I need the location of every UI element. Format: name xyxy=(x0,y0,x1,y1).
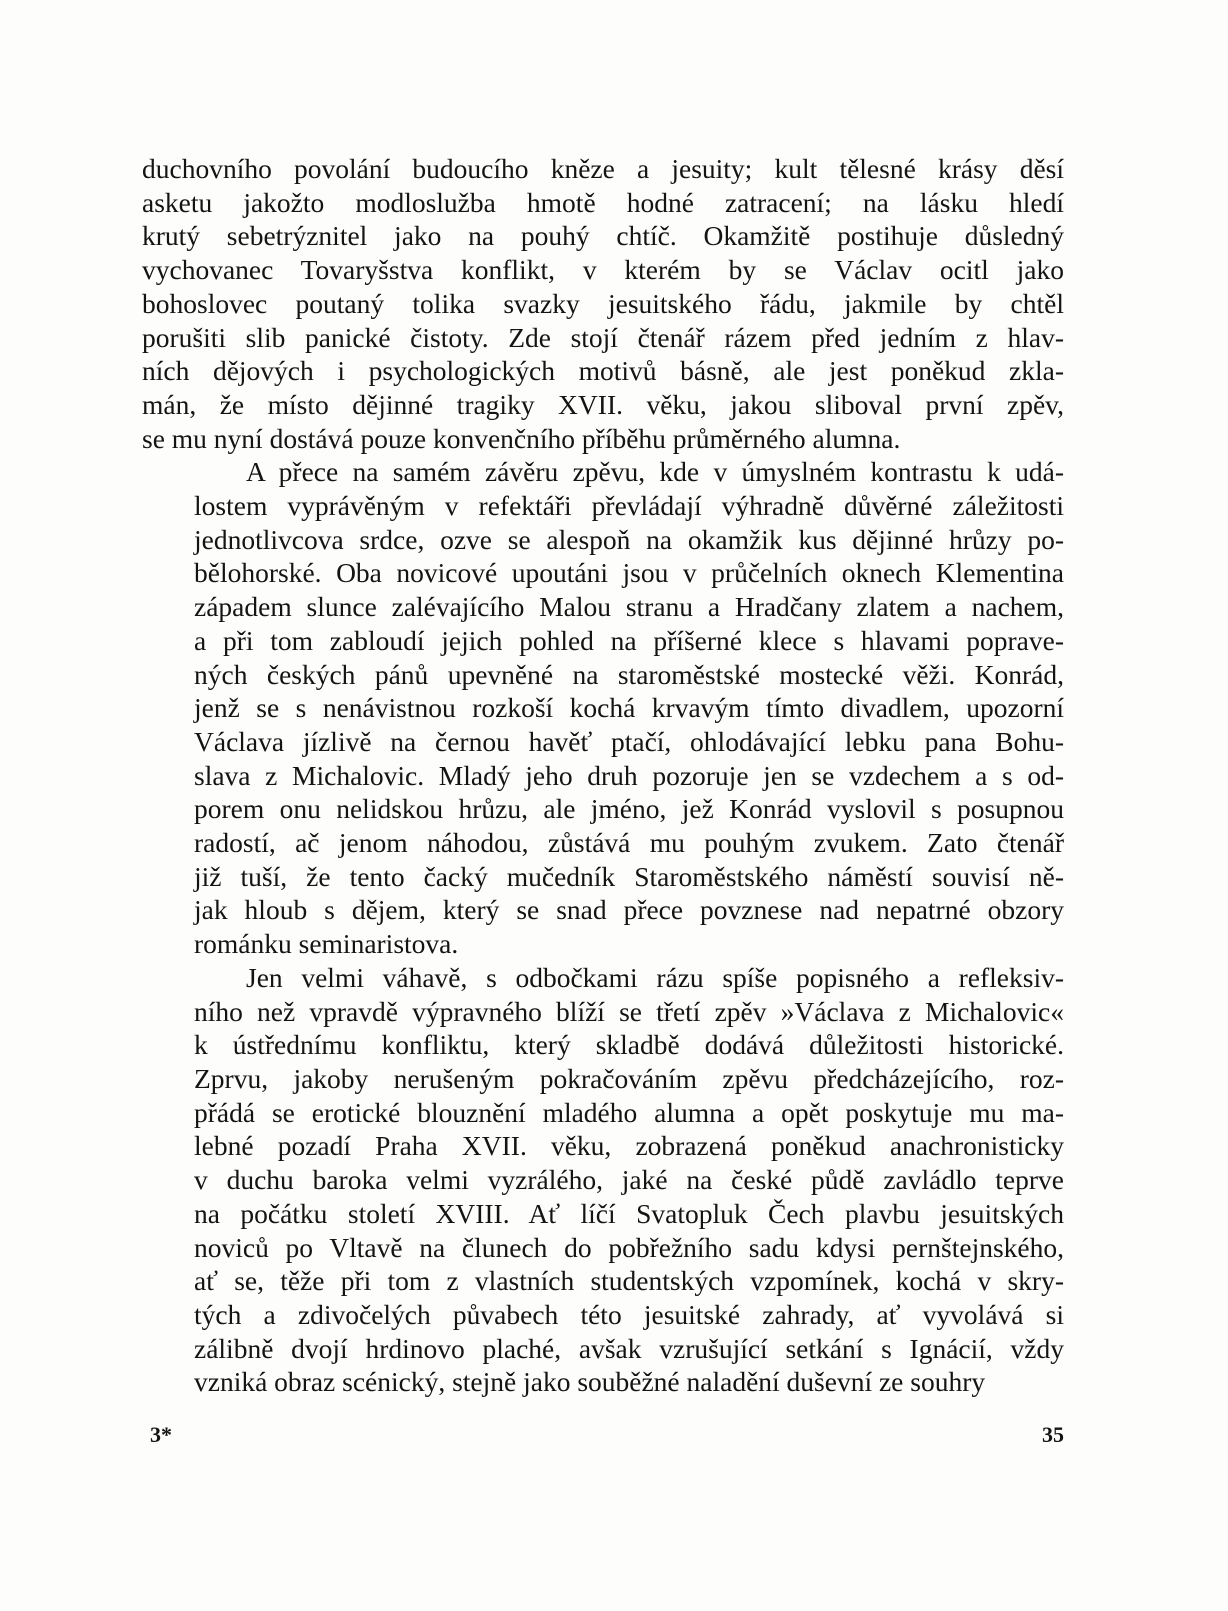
text-line: vzniká obraz scénický, stejně jako souběžné naladění duševní ze souhry xyxy=(194,1366,986,1398)
text-line: a při tom zabloudí jejich pohled na příšerné klece s hlavami poprave- xyxy=(194,624,1064,656)
paragraph xyxy=(142,455,1064,961)
text-line: radostí, ač jenom náhodou, zůstává mu pouhým zvukem. Zato čtenář xyxy=(194,827,1064,859)
text-line: k ústřednímu konfliktu, který skladbě dodává důležitosti historické. xyxy=(194,1029,1064,1061)
paragraph xyxy=(142,152,1064,455)
text-line: jak hloub s dějem, který se snad přece povznese nad nepatrné obzory xyxy=(194,894,1064,926)
text-line: západem slunce zalévajícího Malou stranu a Hradčany zlatem a nachem, xyxy=(194,591,1064,623)
page-footer xyxy=(142,1422,1064,1452)
text-line: ať se, těže při tom z vlastních studentských vzpomínek, kochá v skry- xyxy=(194,1265,1064,1297)
text-line: tých a zdivočelých půvabech této jesuitské zahrady, ať vyvolává si xyxy=(194,1298,1064,1330)
paragraph xyxy=(142,961,1064,1399)
text-line: v duchu baroka velmi vyzrálého, jaké na české půdě zavládlo teprve xyxy=(194,1164,1064,1196)
text-line: ních dějových i psychologických motivů básně, ale jest poněkud zkla- xyxy=(142,355,1064,387)
text-line: lebné pozadí Praha XVII. věku, zobrazená poněkud anachronisticky xyxy=(194,1130,1064,1162)
text-line: Václava jízlivě na černou havěť ptačí, ohlodávající lebku pana Bohu- xyxy=(194,725,1064,757)
text-line: bělohorské. Oba novicové upoutáni jsou v průčelních oknech Klementina xyxy=(194,557,1064,589)
text-line: ního než vpravdě výpravného blíží se třetí zpěv »Václava z Michalovic« xyxy=(194,995,1064,1027)
text-line: románku seminaristova. xyxy=(194,928,459,960)
page-number: 35 xyxy=(1042,1422,1064,1447)
text-line: A přece na samém závěru zpěvu, kde v úmyslném kontrastu k udá- xyxy=(246,456,1064,488)
text-line: zálibně dvojí hrdinovo plaché, avšak vzrušující setkání s Ignácií, vždy xyxy=(194,1332,1064,1364)
text-line: přádá se erotické blouznění mladého alumna a opět poskytuje mu ma- xyxy=(194,1096,1064,1128)
body-text xyxy=(142,152,1064,1399)
text-line: lostem vyprávěným v refektáři převládají výhradně důvěrné záležitosti xyxy=(194,490,1064,522)
text-line: na počátku století XVIII. Ať líčí Svatopluk Čech plavbu jesuitských xyxy=(194,1197,1064,1229)
text-line: asketu jakožto modloslužba hmotě hodné zatracení; na lásku hledí xyxy=(142,186,1064,218)
text-line: ných českých pánů upevněné na staroměstské mostecké věži. Konrád, xyxy=(194,658,1064,690)
text-line: Jen velmi váhavě, s odbočkami rázu spíše popisného a refleksiv- xyxy=(246,961,1064,993)
text-line: Zprvu, jakoby nerušeným pokračováním zpěvu předcházejícího, roz- xyxy=(194,1062,1064,1094)
text-line: se mu nyní dostává pouze konvenčního příběhu průměrného alumna. xyxy=(142,422,901,454)
text-line: porem onu nelidskou hrůzu, ale jméno, jež Konrád vyslovil s posupnou xyxy=(194,793,1064,825)
text-line: jenž se s nenávistnou rozkoší kochá krvavým tímto divadlem, upozorní xyxy=(194,692,1064,724)
printer-signature-mark: 3* xyxy=(150,1422,172,1447)
text-line: vychovanec Tovaryšstva konflikt, v kterém by se Václav ocitl jako xyxy=(142,254,1064,286)
text-line: již tuší, že tento čacký mučedník Staroměstského náměstí souvisí ně- xyxy=(194,860,1064,892)
text-line: noviců po Vltavě na člunech do pobřežního sadu kdysi pernštejnského, xyxy=(194,1231,1064,1263)
text-line: porušiti slib panické čistoty. Zde stojí čtenář rázem před jedním z hlav- xyxy=(142,321,1064,353)
text-line: slava z Michalovic. Mladý jeho druh pozoruje jen se vzdechem a s od- xyxy=(194,759,1064,791)
text-line: jednotlivcova srdce, ozve se alespoň na okamžik kus dějinné hrůzy po- xyxy=(194,523,1064,555)
text-line: duchovního povolání budoucího kněze a jesuity; kult tělesné krásy děsí xyxy=(142,153,1064,184)
text-line: krutý sebetrýznitel jako na pouhý chtíč. Okamžitě postihuje důsledný xyxy=(142,220,1064,252)
text-line: mán, že místo dějinné tragiky XVII. věku, jakou sliboval první zpěv, xyxy=(142,388,1064,420)
text-line: bohoslovec poutaný tolika svazky jesuitského řádu, jakmile by chtěl xyxy=(142,287,1064,319)
